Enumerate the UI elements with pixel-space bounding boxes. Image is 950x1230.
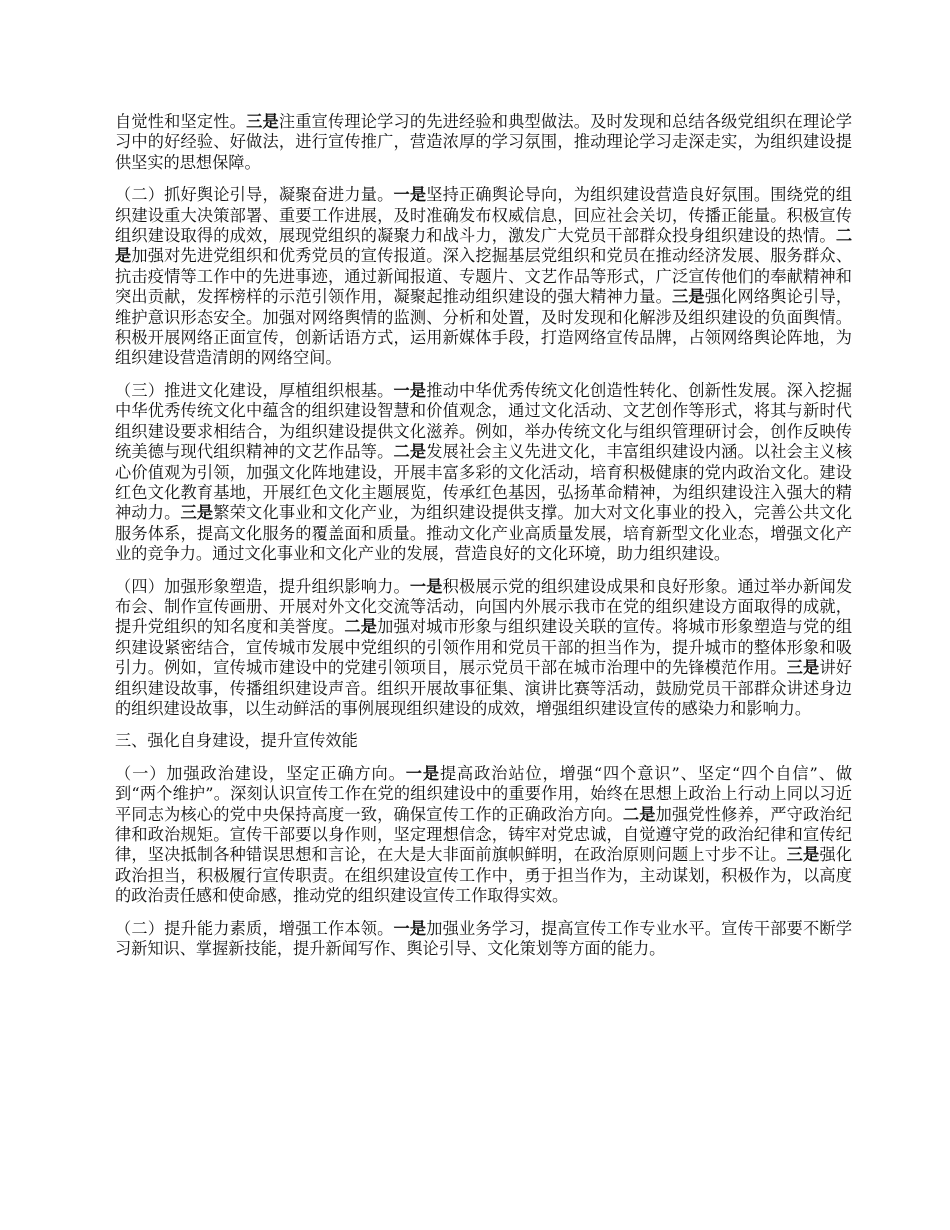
bold-marker: 一是: [409, 576, 443, 596]
bold-marker: 一是: [393, 918, 427, 938]
text-segment: 提高政治站位，增强“四个意识”、坚定“四个自信”、做到“两个维护”。深刻认识宣传工作在党的组织建设中的重要作用，始终在思想上政治上行动上同以习近平同志为核心的党中央保持高度一致，确保宣传工作的正确政治方向。: [115, 763, 853, 824]
paragraph-culture: [115, 381, 852, 565]
text-segment: 发展社会主义先进文化，丰富组织建设内涵。以社会主义核心价值观为引领，加强文化阵地建设，开展丰富多彩的文化活动，培育积极健康的党内政治文化。建设红色文化教育基地，开展红色文化主题展览，传承红色基因，弘扬革命精神，为组织建设注入强大的精神动力。: [115, 442, 853, 523]
bold-marker: 三是: [786, 658, 820, 678]
paragraph-capability: [115, 919, 852, 960]
text-segment: 繁荣文化事业和文化产业，为组织建设提供支撑。加大对文化事业的投入，完善公共文化服务体系，提高文化服务的覆盖面和质量。推动文化产业高质量发展，培育新型文化业态，增强文化产业的竞争力。通过文化事业和文化产业的发展，营造良好的文化环境，助力组织建设。: [115, 503, 853, 564]
document-body: [115, 112, 852, 971]
text-segment: 积极展示党的组织建设成果和良好形象。通过举办新闻发布会、制作宣传画册、开展对外文化交流等活动，向国内外展示我市在党的组织建设方面取得的成就，提升党组织的知名度和美誉度。: [115, 576, 853, 637]
bold-marker: 三是: [246, 112, 279, 131]
text-segment: 加强业务学习，提高宣传工作专业水平。宣传干部要不断学习新知识、掌握新技能，提升新闻写作、舆论引导、文化策划等方面的能力。: [115, 918, 853, 959]
bold-marker: 三是: [672, 287, 705, 307]
paragraph-political: [115, 764, 852, 907]
heading-text: 三、强化自身建设，提升宣传效能: [115, 731, 358, 751]
text-segment: 加强党性修养，严守政治纪律和政治规矩。宣传干部要以身作则，坚定理想信念，铸牢对党忠诚，自觉遵守党的政治纪律和宣传纪律，坚决抵制各种错误思想和言论，在大是大非面前旗帜鲜明，在政治原则问题上寸步不让。: [115, 804, 852, 865]
bold-marker: 二是: [393, 442, 427, 462]
text-segment: 强化网络舆论引导，维护意识形态安全。加强对网络舆情的监测、分析和处置，及时发现和化解涉及组织建设的负面舆情。积极开展网络正面宣传，创新话语方式，运用新媒体手段，打造网络宣传品牌，占领网络舆论阵地，为组织建设营造清朗的网络空间。: [115, 287, 853, 368]
bold-marker: 二是: [115, 226, 852, 266]
bold-marker: 三是: [180, 503, 214, 523]
text-segment: （二）抓好舆论引导，凝聚奋进力量。: [115, 185, 394, 205]
text-segment: 讲好组织建设故事，传播组织建设声音。组织开展故事征集、演讲比赛等活动，鼓励党员干部群众讲述身边的组织建设故事，以生动鲜活的事例展现组织建设的成效，增强组织建设宣传的感染力和影响力。: [115, 658, 853, 718]
text-segment: 注重宣传理论学习的先进经验和典型做法。及时发现和总结各级党组织在理论学习中的好经验、好做法，进行宣传推广，营造浓厚的学习氛围，推动理论学习走深走实，为组织建设提供坚实的思想保障。: [115, 112, 853, 172]
bold-marker: 二是: [622, 804, 656, 824]
paragraph-continuation: [115, 112, 852, 173]
text-segment: 推动中华优秀传统文化创造性转化、创新性发展。深入挖掘中华优秀传统文化中蕴含的组织建设智慧和价值观念，通过文化活动、文艺创作等形式，将其与新时代组织建设要求相结合，为组织建设提供文化滋养。例如，举办传统文化与组织管理研讨会，创作反映传统美德与现代组织精神的文艺作品等。: [115, 380, 853, 462]
bold-marker: 一是: [393, 380, 427, 400]
section-heading: [115, 731, 852, 751]
text-segment: （一）加强政治建设，坚定正确方向。: [115, 763, 406, 783]
text-segment: 坚持正确舆论导向，为组织建设营造良好氛围。围绕党的组织建设重大决策部署、重要工作进展，及时准确发布权威信息，回应社会关切，传播正能量。积极宣传组织建设取得的成效，展现党组织的凝聚力和战斗力，激发广大党员干部群众投身组织建设的热情。: [115, 185, 853, 246]
bold-marker: 一是: [405, 763, 440, 783]
paragraph-public-opinion: [115, 185, 852, 369]
text-segment: （二）提升能力素质，增强工作本领。: [115, 918, 394, 938]
text-segment: 加强对先进党组织和优秀党员的宣传报道。深入挖掘基层党组织和党员在推动经济发展、服务群众、抗击疫情等工作中的先进事迹，通过新闻报道、专题片、文艺作品等形式，广泛宣传他们的奉献精神和突出贡献，发挥榜样的示范引领作用，凝聚起推动组织建设的强大精神力量。: [115, 246, 853, 307]
bold-marker: 一是: [393, 185, 427, 205]
text-segment: （三）推进文化建设，厚植组织根基。: [115, 380, 394, 400]
paragraph-image: [115, 577, 852, 720]
bold-marker: 二是: [344, 617, 378, 637]
text-segment: （四）加强形象塑造，提升组织影响力。: [115, 576, 410, 596]
text-segment: 自觉性和坚定性。: [115, 112, 247, 131]
text-segment: 强化政治担当，积极履行宣传职责。在组织建设宣传工作中，勇于担当作为，主动谋划，积极作为，以高度的政治责任感和使命感，推动党的组织建设宣传工作取得实效。: [115, 845, 853, 906]
text-segment: 加强对城市形象与组织建设关联的宣传。将城市形象塑造与党的组织建设紧密结合，宣传城市发展中党组织的引领作用和党员干部的担当作为，提升城市的整体形象和吸引力。例如，宣传城市建设中的党建引领项目，展示党员干部在城市治理中的先锋模范作用。: [115, 617, 853, 678]
bold-marker: 三是: [786, 845, 820, 865]
